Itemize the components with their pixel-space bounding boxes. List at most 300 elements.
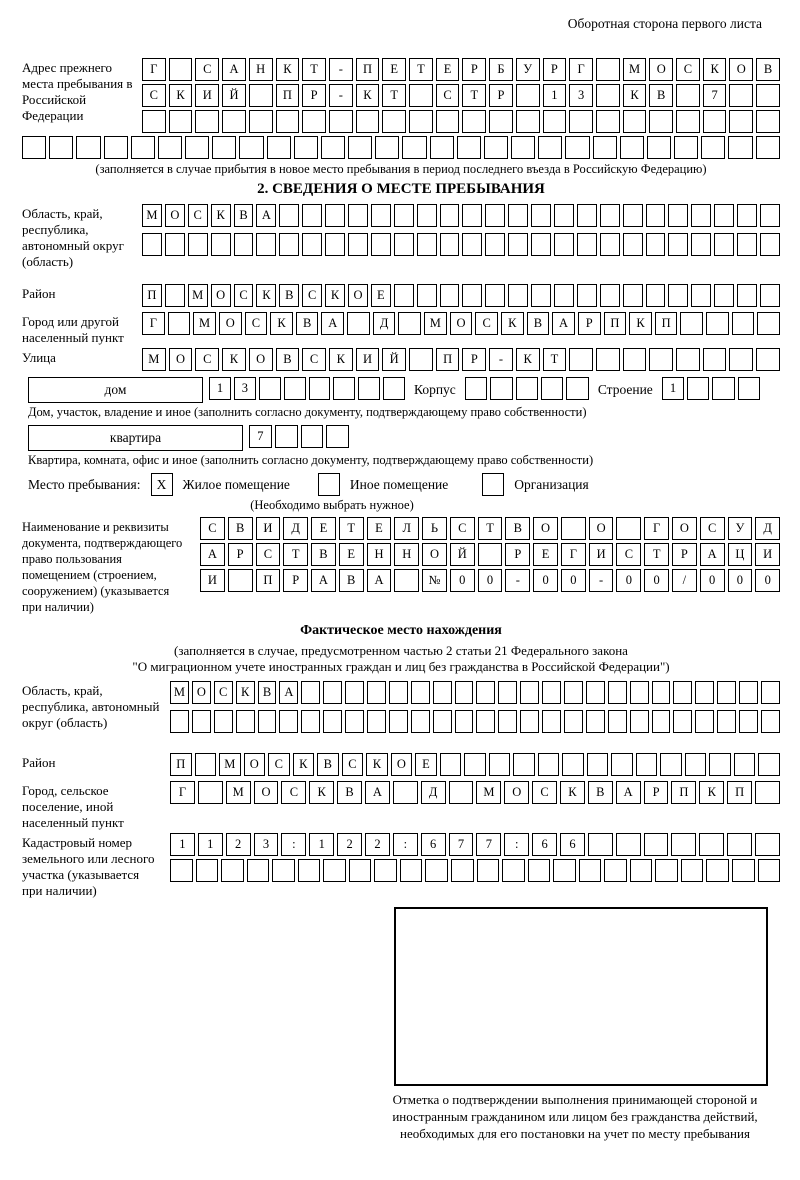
char-cell (234, 233, 254, 256)
char-cell (695, 710, 714, 733)
char-cell: У (728, 517, 753, 540)
char-cell (623, 204, 643, 227)
char-cell (301, 681, 320, 704)
char-cell: 1 (662, 377, 684, 400)
char-cell: - (489, 348, 513, 371)
char-cell (323, 681, 342, 704)
char-cell (301, 425, 324, 448)
char-row (142, 284, 780, 307)
char-cell: - (329, 58, 353, 81)
char-cell (709, 753, 731, 776)
char-cell (757, 312, 780, 335)
char-cell (409, 110, 433, 133)
char-cell: О (244, 753, 266, 776)
char-cell: Т (644, 543, 669, 566)
char-cell (221, 859, 244, 882)
stay-type-label: Место пребывания: (28, 476, 141, 492)
char-cell: 0 (561, 569, 586, 592)
char-cell (198, 781, 223, 804)
char-cell: Р (672, 543, 697, 566)
char-cell: О (211, 284, 231, 307)
char-cell: Р (462, 348, 486, 371)
char-cell (538, 136, 562, 159)
char-cell: 0 (616, 569, 641, 592)
char-cell: О (729, 58, 753, 81)
char-cell (737, 204, 757, 227)
char-row (170, 833, 780, 856)
char-cell (455, 681, 474, 704)
char-cell: Р (505, 543, 530, 566)
char-cell (729, 110, 753, 133)
char-cell (185, 136, 209, 159)
char-cell: М (424, 312, 447, 335)
char-cell (577, 204, 597, 227)
char-cell (485, 233, 505, 256)
char-cell: С (188, 204, 208, 227)
char-cell: Е (533, 543, 558, 566)
char-cell: О (249, 348, 273, 371)
char-cell (691, 233, 711, 256)
char-cell: В (228, 517, 253, 540)
char-cell (703, 110, 727, 133)
char-row (142, 58, 780, 81)
char-cell: 1 (309, 833, 334, 856)
apartment-number-cells (249, 425, 349, 448)
char-cell (586, 681, 605, 704)
char-cell (586, 710, 605, 733)
char-cell: В (258, 681, 277, 704)
char-cell: Е (367, 517, 392, 540)
char-cell (440, 204, 460, 227)
char-cell (520, 681, 539, 704)
house-caption: Дом, участок, владение и иное (заполнить согласно документу, подтверждающему право собственности) (28, 405, 587, 419)
char-cell (561, 517, 586, 540)
char-cell (531, 284, 551, 307)
char-cell: Т (478, 517, 503, 540)
char-cell (554, 233, 574, 256)
char-cell: 0 (755, 569, 780, 592)
house-row (28, 376, 780, 403)
char-cell: Н (394, 543, 419, 566)
char-cell (498, 681, 517, 704)
char-cell (402, 136, 426, 159)
char-cell (236, 710, 255, 733)
char-cell (565, 136, 589, 159)
char-cell: Р (302, 84, 326, 107)
char-cell (516, 377, 538, 400)
char-cell: О (165, 204, 185, 227)
char-cell: С (700, 517, 725, 540)
char-cell: 1 (170, 833, 195, 856)
char-cell: К (256, 284, 276, 307)
char-cell (398, 312, 421, 335)
char-cell (756, 84, 780, 107)
char-cell: Р (489, 84, 513, 107)
char-row (200, 569, 780, 592)
field-city (22, 312, 780, 346)
field-district-actual (22, 753, 780, 779)
char-cell (367, 710, 386, 733)
char-cell (600, 284, 620, 307)
char-cell (383, 377, 405, 400)
char-cell (104, 136, 128, 159)
char-cell (389, 681, 408, 704)
char-cell (348, 204, 368, 227)
char-cell (485, 284, 505, 307)
char-cell: К (169, 84, 193, 107)
char-cell: С (436, 84, 460, 107)
char-cell: О (422, 543, 447, 566)
char-cell: О (672, 517, 697, 540)
region-actual-label: Область, край, республика, автономный округ (область) (22, 683, 160, 730)
char-cell (728, 136, 752, 159)
char-cell (247, 859, 270, 882)
char-cell: Ь (422, 517, 447, 540)
char-cell (367, 681, 386, 704)
char-cell: А (222, 58, 246, 81)
char-cell (608, 710, 627, 733)
char-cell (553, 859, 576, 882)
char-cell: П (256, 569, 281, 592)
char-cell (755, 781, 780, 804)
char-cell: 0 (644, 569, 669, 592)
char-cell (279, 204, 299, 227)
char-cell (516, 84, 540, 107)
char-cell (676, 110, 700, 133)
char-cell (714, 204, 734, 227)
char-cell (616, 517, 641, 540)
char-cell (323, 859, 346, 882)
char-cell (325, 233, 345, 256)
char-cell: В (649, 84, 673, 107)
char-cell (646, 284, 666, 307)
char-cell: О (649, 58, 673, 81)
char-cell: К (309, 781, 334, 804)
char-cell (228, 569, 253, 592)
char-cell: А (256, 204, 276, 227)
char-cell (409, 84, 433, 107)
field-region (22, 204, 780, 270)
char-cell: Д (283, 517, 308, 540)
char-cell (681, 859, 704, 882)
char-cell (249, 84, 273, 107)
char-cell: Д (421, 781, 446, 804)
apartment-caption: Квартира, комната, офис и иное (заполнить согласно документу, подтверждающему право собственности) (28, 453, 594, 467)
char-cell: Б (489, 58, 513, 81)
char-cell (703, 348, 727, 371)
char-cell (566, 377, 588, 400)
char-cell (457, 136, 481, 159)
char-cell: О (348, 284, 368, 307)
char-cell (131, 136, 155, 159)
char-cell: С (302, 284, 322, 307)
char-cell: А (200, 543, 225, 566)
char-cell (717, 681, 736, 704)
char-cell (417, 284, 437, 307)
char-cell (22, 136, 46, 159)
char-cell (660, 753, 682, 776)
char-cell: Д (373, 312, 396, 335)
char-cell (680, 312, 703, 335)
char-cell (593, 136, 617, 159)
char-cell (729, 348, 753, 371)
option-organization-label: Организация (514, 476, 589, 492)
char-cell (739, 681, 758, 704)
char-cell (256, 233, 276, 256)
char-cell (738, 377, 760, 400)
char-cell: 0 (450, 569, 475, 592)
char-cell: С (268, 753, 290, 776)
char-row (170, 781, 780, 804)
cadastral-label: Кадастровый номер земельного или лесного участка (указывается при наличии) (22, 835, 155, 898)
char-cell: С (532, 781, 557, 804)
char-cell: В (311, 543, 336, 566)
char-cell (347, 312, 370, 335)
char-cell: О (192, 681, 211, 704)
char-cell: С (281, 781, 306, 804)
char-cell: С (256, 543, 281, 566)
char-cell (623, 284, 643, 307)
char-cell: Т (302, 58, 326, 81)
char-cell: О (504, 781, 529, 804)
field-street (22, 348, 780, 374)
char-cell: М (193, 312, 216, 335)
char-cell (646, 233, 666, 256)
char-row (142, 204, 780, 227)
char-cell (170, 859, 193, 882)
char-cell (508, 204, 528, 227)
city-actual-label: Город, сельское поселение, иной населенный пункт (22, 783, 124, 830)
char-cell (760, 204, 780, 227)
char-cell (371, 233, 391, 256)
char-cell (374, 859, 397, 882)
char-cell (142, 233, 162, 256)
char-cell (579, 859, 602, 882)
char-cell (258, 710, 277, 733)
char-cell: В (276, 348, 300, 371)
char-cell (165, 284, 185, 307)
char-cell (489, 110, 513, 133)
option-residential-label: Жилое помещение (182, 476, 290, 492)
char-cell: Р (462, 58, 486, 81)
korpus-label: Корпус (414, 381, 456, 397)
char-cell: О (254, 781, 279, 804)
char-cell (301, 710, 320, 733)
checkbox-residential: X (151, 473, 173, 496)
char-cell (411, 681, 430, 704)
char-row (200, 517, 780, 540)
char-cell: С (214, 681, 233, 704)
char-cell: П (436, 348, 460, 371)
char-cell: И (256, 517, 281, 540)
char-cell (284, 377, 306, 400)
char-cell: 1 (209, 377, 231, 400)
char-cell: Й (382, 348, 406, 371)
char-cell (673, 710, 692, 733)
char-cell (600, 204, 620, 227)
char-cell (389, 710, 408, 733)
actual-location-note-1: (заполняется в случае, предусмотренном частью 2 статьи 21 Федерального закона (174, 643, 628, 658)
field-city-actual (22, 781, 780, 831)
char-cell: С (200, 517, 225, 540)
char-cell: 6 (421, 833, 446, 856)
char-cell (676, 84, 700, 107)
char-cell: Т (543, 348, 567, 371)
char-cell (323, 710, 342, 733)
char-cell (577, 284, 597, 307)
char-cell (564, 710, 583, 733)
char-cell: 7 (703, 84, 727, 107)
char-cell: С (195, 348, 219, 371)
char-cell: К (325, 284, 345, 307)
field-region-actual (22, 681, 780, 739)
prev-address-footnote: (заполняется в случае прибытия в новое место пребывания в период последнего въезда в Российскую Федерацию) (95, 162, 707, 176)
char-cell (345, 710, 364, 733)
char-cell (326, 425, 349, 448)
char-cell (393, 781, 418, 804)
char-cell: С (142, 84, 166, 107)
char-cell: А (367, 569, 392, 592)
char-cell (49, 136, 73, 159)
char-cell (587, 753, 609, 776)
char-cell: Ц (728, 543, 753, 566)
char-cell (498, 710, 517, 733)
char-cell: Д (755, 517, 780, 540)
char-cell (490, 377, 512, 400)
char-cell (756, 110, 780, 133)
char-cell (739, 710, 758, 733)
char-cell (465, 377, 487, 400)
char-cell (714, 233, 734, 256)
char-cell: 2 (226, 833, 251, 856)
char-cell: Е (436, 58, 460, 81)
char-cell (706, 312, 729, 335)
char-cell (484, 136, 508, 159)
char-cell: Т (339, 517, 364, 540)
district-actual-label: Район (22, 755, 56, 770)
char-cell: Г (561, 543, 586, 566)
char-cell (275, 425, 298, 448)
char-cell (636, 753, 658, 776)
char-cell (449, 781, 474, 804)
char-cell: 1 (198, 833, 223, 856)
char-cell (371, 204, 391, 227)
char-cell: А (279, 681, 298, 704)
char-cell (440, 284, 460, 307)
char-cell: Т (382, 84, 406, 107)
char-row (142, 348, 780, 371)
char-cell: В (756, 58, 780, 81)
char-cell (476, 710, 495, 733)
char-cell (756, 348, 780, 371)
char-cell (196, 859, 219, 882)
char-cell (382, 110, 406, 133)
char-cell (630, 859, 653, 882)
char-cell: В (317, 753, 339, 776)
char-cell (455, 710, 474, 733)
char-cell: Р (543, 58, 567, 81)
char-cell: С (616, 543, 641, 566)
house-type-box: дом (28, 377, 203, 403)
char-cell (712, 377, 734, 400)
char-cell (329, 110, 353, 133)
char-cell: 6 (532, 833, 557, 856)
char-cell: М (188, 284, 208, 307)
char-cell: П (170, 753, 192, 776)
char-cell: 3 (569, 84, 593, 107)
char-cell (411, 710, 430, 733)
char-cell: К (222, 348, 246, 371)
char-cell: П (671, 781, 696, 804)
char-cell (211, 233, 231, 256)
char-cell: 3 (234, 377, 256, 400)
char-cell: А (321, 312, 344, 335)
char-cell (214, 710, 233, 733)
apartment-type-box: квартира (28, 425, 243, 451)
char-cell (737, 284, 757, 307)
char-cell (564, 681, 583, 704)
char-cell: П (655, 312, 678, 335)
char-cell: 6 (560, 833, 585, 856)
char-cell: О (169, 348, 193, 371)
actual-location-title: Фактическое место нахождения (300, 623, 502, 638)
char-cell (425, 859, 448, 882)
char-cell (279, 233, 299, 256)
char-cell: Й (222, 84, 246, 107)
char-cell (272, 859, 295, 882)
char-cell: А (616, 781, 641, 804)
char-cell (508, 284, 528, 307)
char-cell: И (200, 569, 225, 592)
actual-location-note-2: "О миграционном учете иностранных граждан и лиц без гражданства в Российской Федерации") (132, 659, 670, 674)
stroenie-label: Строение (597, 381, 653, 397)
char-cell (630, 681, 649, 704)
char-cell: Г (142, 58, 166, 81)
char-cell (543, 110, 567, 133)
char-cell: 0 (728, 569, 753, 592)
char-cell: В (337, 781, 362, 804)
stroenie-cells (662, 377, 760, 400)
char-cell: Т (283, 543, 308, 566)
char-cell (596, 110, 620, 133)
char-row (200, 543, 780, 566)
char-cell (462, 284, 482, 307)
char-cell (158, 136, 182, 159)
char-cell (623, 348, 647, 371)
char-cell (348, 136, 372, 159)
char-cell (348, 233, 368, 256)
char-cell: С (195, 58, 219, 81)
char-row (142, 110, 780, 133)
char-cell: Е (339, 543, 364, 566)
char-cell (717, 710, 736, 733)
char-cell (349, 859, 372, 882)
actual-location-notes (22, 643, 780, 675)
char-cell: С (302, 348, 326, 371)
char-cell: О (533, 517, 558, 540)
char-cell (298, 859, 321, 882)
char-cell (520, 710, 539, 733)
char-cell (409, 348, 433, 371)
char-cell (761, 710, 780, 733)
char-cell: Р (228, 543, 253, 566)
char-cell (430, 136, 454, 159)
char-cell: К (516, 348, 540, 371)
char-cell: 1 (543, 84, 567, 107)
region-label: Область, край, республика, автономный округ (область) (22, 206, 124, 269)
char-cell (668, 233, 688, 256)
char-cell: П (356, 58, 380, 81)
